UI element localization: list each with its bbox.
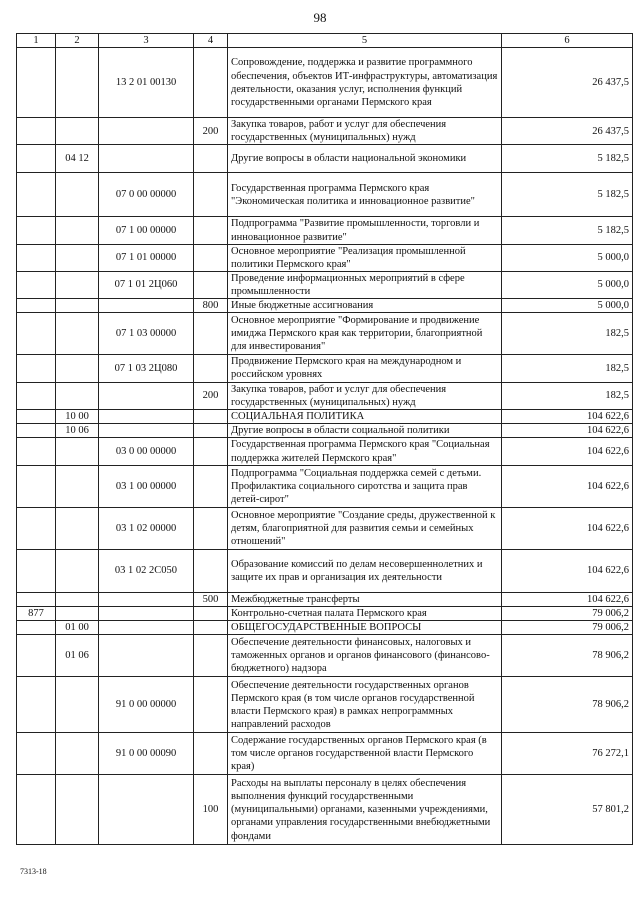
column-header: 3 (99, 34, 194, 48)
cell-c6: 182,5 (502, 382, 633, 409)
cell-c3 (99, 118, 194, 145)
cell-c2: 10 06 (56, 423, 99, 437)
cell-c5: Подпрограмма "Социальная поддержка семей с детьми. Профилактика социального сиротства и защита прав детей-сирот" (228, 466, 502, 508)
cell-c2 (56, 244, 99, 271)
cell-c3: 07 1 01 2Ц060 (99, 271, 194, 298)
table-row (17, 550, 633, 593)
cell-c6: 104 622,6 (502, 466, 633, 508)
cell-c3: 03 1 02 00000 (99, 508, 194, 550)
table-row (17, 299, 633, 313)
cell-c6: 5 182,5 (502, 145, 633, 173)
cell-c1 (17, 244, 56, 271)
cell-c6: 76 272,1 (502, 733, 633, 775)
cell-c6: 5 000,0 (502, 271, 633, 298)
cell-c5: Другие вопросы в области социальной политики (228, 423, 502, 437)
cell-c4: 200 (194, 118, 228, 145)
cell-c6: 78 906,2 (502, 677, 633, 733)
cell-c5: Другие вопросы в области национальной экономики (228, 145, 502, 173)
cell-c6: 26 437,5 (502, 118, 633, 145)
budget-table (16, 33, 633, 845)
cell-c2 (56, 313, 99, 355)
cell-c3: 03 1 00 00000 (99, 466, 194, 508)
table-row (17, 621, 633, 635)
column-header: 2 (56, 34, 99, 48)
table-row (17, 438, 633, 466)
cell-c5: Основное мероприятие "Формирование и продвижение имиджа Пермского края как территории, благоприятной для инвестирования" (228, 313, 502, 355)
cell-c1 (17, 621, 56, 635)
cell-c5: Государственная программа Пермского края "Социальная поддержка жителей Пермского края" (228, 438, 502, 466)
page-number: 98 (313, 10, 327, 25)
cell-c2 (56, 355, 99, 382)
cell-c2 (56, 118, 99, 145)
cell-c5: Иные бюджетные ассигнования (228, 299, 502, 313)
cell-c3: 13 2 01 00130 (99, 48, 194, 118)
cell-c4 (194, 355, 228, 382)
cell-c2 (56, 593, 99, 607)
cell-c2 (56, 733, 99, 775)
cell-c6: 79 006,2 (502, 607, 633, 621)
cell-c1 (17, 438, 56, 466)
cell-c1 (17, 271, 56, 298)
cell-c4 (194, 607, 228, 621)
cell-c2 (56, 466, 99, 508)
cell-c2 (56, 438, 99, 466)
cell-c4 (194, 635, 228, 677)
cell-c2 (56, 607, 99, 621)
cell-c2 (56, 550, 99, 593)
table-row (17, 775, 633, 845)
cell-c6: 5 000,0 (502, 244, 633, 271)
cell-c1 (17, 145, 56, 173)
cell-c6: 104 622,6 (502, 409, 633, 423)
cell-c5: Государственная программа Пермского края "Экономическая политика и инновационное развитие" (228, 173, 502, 217)
table-row (17, 677, 633, 733)
cell-c2 (56, 299, 99, 313)
table-row (17, 466, 633, 508)
column-header: 1 (17, 34, 56, 48)
cell-c5: Основное мероприятие "Создание среды, дружественной к детям, благоприятной для развития семьи и семейных отношений" (228, 508, 502, 550)
cell-c4 (194, 48, 228, 118)
cell-c2 (56, 382, 99, 409)
cell-c1 (17, 313, 56, 355)
cell-c4 (194, 271, 228, 298)
cell-c6: 104 622,6 (502, 438, 633, 466)
cell-c1 (17, 48, 56, 118)
cell-c3 (99, 607, 194, 621)
cell-c4 (194, 550, 228, 593)
cell-c2 (56, 48, 99, 118)
column-header-row (17, 34, 633, 48)
cell-c1 (17, 677, 56, 733)
cell-c4: 200 (194, 382, 228, 409)
cell-c2 (56, 677, 99, 733)
cell-c1 (17, 173, 56, 217)
cell-c6: 26 437,5 (502, 48, 633, 118)
cell-c3: 07 1 03 2Ц080 (99, 355, 194, 382)
cell-c5: Основное мероприятие "Реализация промышленной политики Пермского края" (228, 244, 502, 271)
cell-c3 (99, 635, 194, 677)
cell-c5: Контрольно-счетная палата Пермского края (228, 607, 502, 621)
table-row (17, 244, 633, 271)
cell-c5: СОЦИАЛЬНАЯ ПОЛИТИКА (228, 409, 502, 423)
cell-c3 (99, 382, 194, 409)
table-row (17, 382, 633, 409)
cell-c1 (17, 733, 56, 775)
cell-c3: 91 0 00 00000 (99, 677, 194, 733)
cell-c4 (194, 409, 228, 423)
footer-code: 7313-18 (20, 867, 47, 876)
cell-c5: Проведение информационных мероприятий в сфере промышленности (228, 271, 502, 298)
column-header: 6 (502, 34, 633, 48)
cell-c3 (99, 145, 194, 173)
table-row (17, 733, 633, 775)
cell-c1 (17, 593, 56, 607)
cell-c5: Обеспечение деятельности финансовых, налоговых и таможенных органов и органов финансового (финансово-бюджетного) надзора (228, 635, 502, 677)
cell-c4 (194, 733, 228, 775)
cell-c4 (194, 145, 228, 173)
cell-c4 (194, 217, 228, 244)
cell-c5: Содержание государственных органов Пермского края (в том числе органов государственной власти Пермского края) (228, 733, 502, 775)
cell-c4: 100 (194, 775, 228, 845)
cell-c4: 500 (194, 593, 228, 607)
cell-c2: 10 00 (56, 409, 99, 423)
cell-c4: 800 (194, 299, 228, 313)
cell-c5: Межбюджетные трансферты (228, 593, 502, 607)
table-row (17, 145, 633, 173)
cell-c3 (99, 409, 194, 423)
cell-c5: Образование комиссий по делам несовершеннолетних и защите их прав и организация их деятельности (228, 550, 502, 593)
cell-c3: 03 0 00 00000 (99, 438, 194, 466)
cell-c6: 182,5 (502, 313, 633, 355)
cell-c6: 182,5 (502, 355, 633, 382)
cell-c1 (17, 466, 56, 508)
cell-c6: 57 801,2 (502, 775, 633, 845)
cell-c1 (17, 775, 56, 845)
cell-c5: Сопровождение, поддержка и развитие программного обеспечения, объектов ИТ-инфраструктуры, автоматизация деятельности, оказания услуг, исполнения функций государственными органами Пермского края (228, 48, 502, 118)
table-row (17, 635, 633, 677)
table-row (17, 313, 633, 355)
cell-c2 (56, 508, 99, 550)
column-header: 5 (228, 34, 502, 48)
table-row (17, 271, 633, 298)
cell-c1 (17, 355, 56, 382)
cell-c3 (99, 299, 194, 313)
table-row (17, 355, 633, 382)
cell-c2: 01 06 (56, 635, 99, 677)
cell-c3 (99, 621, 194, 635)
cell-c5: Продвижение Пермского края на международном и российском уровнях (228, 355, 502, 382)
cell-c3: 07 0 00 00000 (99, 173, 194, 217)
cell-c3: 03 1 02 2С050 (99, 550, 194, 593)
cell-c4 (194, 173, 228, 217)
cell-c2 (56, 217, 99, 244)
table-body (17, 48, 633, 845)
cell-c3: 07 1 03 00000 (99, 313, 194, 355)
cell-c6: 104 622,6 (502, 423, 633, 437)
table-row (17, 118, 633, 145)
cell-c1 (17, 423, 56, 437)
cell-c6: 78 906,2 (502, 635, 633, 677)
cell-c6: 104 622,6 (502, 508, 633, 550)
cell-c4 (194, 466, 228, 508)
cell-c6: 79 006,2 (502, 621, 633, 635)
table-row (17, 173, 633, 217)
cell-c1 (17, 409, 56, 423)
cell-c6: 5 000,0 (502, 299, 633, 313)
cell-c5: Расходы на выплаты персоналу в целях обеспечения выполнения функций государственными (муниципальными) органами, казенными учреждениями, органами управления государственными внебюджетными фондами (228, 775, 502, 845)
cell-c2: 01 00 (56, 621, 99, 635)
cell-c3 (99, 775, 194, 845)
cell-c3: 07 1 00 00000 (99, 217, 194, 244)
cell-c5: Закупка товаров, работ и услуг для обеспечения государственных (муниципальных) нужд (228, 382, 502, 409)
cell-c1 (17, 299, 56, 313)
cell-c2 (56, 173, 99, 217)
cell-c1: 877 (17, 607, 56, 621)
cell-c2 (56, 775, 99, 845)
table-row (17, 607, 633, 621)
table-row (17, 48, 633, 118)
cell-c4 (194, 244, 228, 271)
cell-c1 (17, 508, 56, 550)
table-row (17, 423, 633, 437)
cell-c1 (17, 550, 56, 593)
column-header: 4 (194, 34, 228, 48)
cell-c2: 04 12 (56, 145, 99, 173)
cell-c1 (17, 382, 56, 409)
cell-c6: 5 182,5 (502, 173, 633, 217)
cell-c2 (56, 271, 99, 298)
cell-c4 (194, 508, 228, 550)
table-row (17, 217, 633, 244)
cell-c1 (17, 635, 56, 677)
cell-c5: Подпрограмма "Развитие промышленности, торговли и инновационное развитие" (228, 217, 502, 244)
cell-c4 (194, 438, 228, 466)
cell-c4 (194, 423, 228, 437)
cell-c5: ОБЩЕГОСУДАРСТВЕННЫЕ ВОПРОСЫ (228, 621, 502, 635)
cell-c4 (194, 313, 228, 355)
cell-c3 (99, 423, 194, 437)
cell-c1 (17, 118, 56, 145)
cell-c5: Обеспечение деятельности государственных органов Пермского края (в том числе органов государственной власти Пермского края) в рамках непрограммных направлений расходов (228, 677, 502, 733)
cell-c6: 104 622,6 (502, 550, 633, 593)
cell-c3: 07 1 01 00000 (99, 244, 194, 271)
table-row (17, 508, 633, 550)
cell-c5: Закупка товаров, работ и услуг для обеспечения государственных (муниципальных) нужд (228, 118, 502, 145)
cell-c6: 5 182,5 (502, 217, 633, 244)
cell-c4 (194, 621, 228, 635)
cell-c4 (194, 677, 228, 733)
cell-c6: 104 622,6 (502, 593, 633, 607)
cell-c3 (99, 593, 194, 607)
cell-c3: 91 0 00 00090 (99, 733, 194, 775)
table-row (17, 409, 633, 423)
table-row (17, 593, 633, 607)
cell-c1 (17, 217, 56, 244)
